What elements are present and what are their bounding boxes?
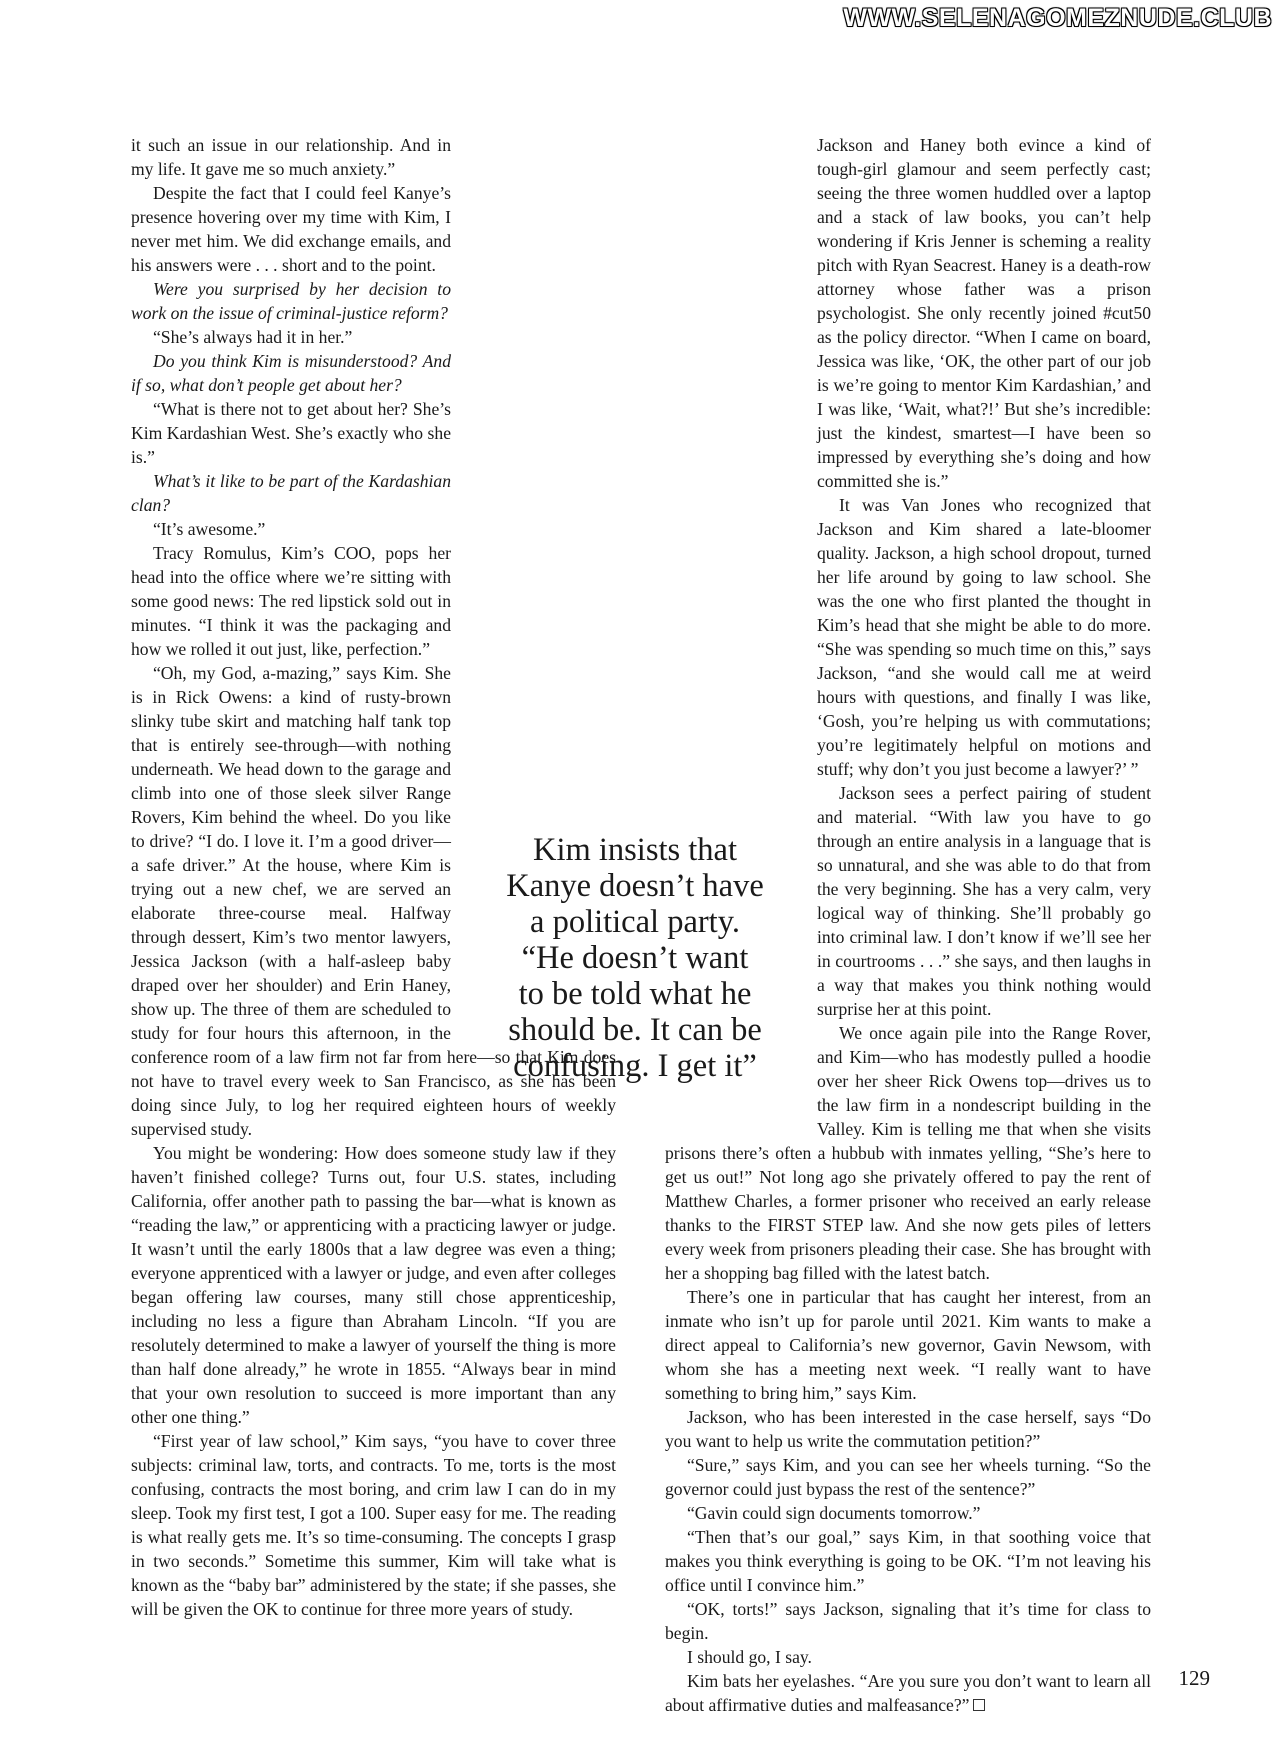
paragraph	[665, 1669, 1151, 1717]
paragraph: Jackson and Haney both evince a kind of tough-girl glamour and seem perfectly cast; seeing the three women huddled over a laptop and a stack of law books, you can’t help wondering if Kris Jenner is scheming a reality pitch with Ryan Seacrest. Haney is a death-row attorney whose father was a prison psychologist. She only recently joined #cut50 as the policy director. “When I came on board, Jessica was like, ‘OK, the other part of our job is we’re going to mentor Kim Kardashian,’ and I was like, ‘Wait, what?!’ But she’s incredible: just the kindest, smartest—I have been so impressed by everything she’s doing and how committed she is.”	[817, 135, 1151, 491]
page-number: 129	[1178, 1666, 1210, 1690]
paragraph: We once again pile into the Range Rover, and Kim—who has modestly pulled a hoodie over her sheer Rick Owens top—drives us to the law firm in a nondescript building in the Valley. Kim is telling me that when she visits prisons there’s often a hubbub with inmates yelling, “She’s here to get us out!” Not long ago she privately offered to pay the rent of Matthew Charles, a former prisoner who received an early release thanks to the FIRST STEP law. And she now gets piles of letters every week from prisoners pleading their case. She has brought with her a shopping bag filled with the latest batch.	[665, 1023, 1151, 1283]
pull-quote: Kim insists that Kanye doesn’t have a political party. “He doesn’t want to be told what he should be. It can be confusing. I get it”	[506, 832, 764, 1084]
paragraph: “Then that’s our goal,” says Kim, in that soothing voice that makes you think everything is going to be OK. “I’m not leaving his office until I convince him.”	[665, 1527, 1151, 1595]
end-mark-icon	[973, 1699, 985, 1711]
paragraph: Jackson sees a perfect pairing of student and material. “With law you have to go through an entire analysis in a language that is so unnatural, and she was able to do that from the very beginning. She has a very calm, very logical way of thinking. She’ll probably go into criminal law. I don’t know if we’ll see her in courtrooms . . .” she says, and then laughs in a way that makes you think nothing would surprise her at this point.	[817, 783, 1151, 1019]
paragraph: “Gavin could sign documents tomorrow.”	[687, 1503, 981, 1523]
paragraph: it such an issue in our relationship. And in my life. It gave me so much anxiety.”	[131, 135, 451, 179]
interview-question: Were you surprised by her decision to work on the issue of criminal-justice reform?	[131, 279, 451, 323]
paragraph: I should go, I say.	[687, 1647, 812, 1667]
interview-question: What’s it like to be part of the Kardashian clan?	[131, 471, 451, 515]
interview-answer: “She’s always had it in her.”	[153, 327, 353, 347]
paragraph: “First year of law school,” Kim says, “you have to cover three subjects: criminal law, torts, and contracts. To me, torts is the most confusing, contracts the most boring, and crim law I can do in my sleep. Took my first test, I got a 100. Super easy for me. The reading is what really gets me. It’s so time-consuming. The concepts I grasp in two seconds.” Sometime this summer, Kim will take what is known as the “baby bar” administered by the state; if she passes, she will be given the OK to continue for three more years of study.	[131, 1431, 616, 1619]
paragraph: “Oh, my God, a-mazing,” says Kim. She is in Rick Owens: a kind of rusty-brown slinky tube skirt and matching half tank top that is entirely see-through—with nothing underneath. We head down to the garage and climb into one of those sleek silver Range Rovers, Kim behind the wheel. Do you like to drive? “I do. I love it. I’m a good driver—a safe driver.” At the house, where Kim is trying out a new chef, we are served an elaborate three-course meal. Halfway through dessert, Kim’s two mentor lawyers, Jessica Jackson (with a half-asleep baby draped over her shoulder) and Erin Haney, show up. The three of them are scheduled to study for four hours this afternoon, in the conference room of a law firm not far from here—so that Kim does not have to travel every week to San Francisco, as she has been doing since July, to log her required eighteen hours of weekly supervised study.	[131, 663, 616, 1139]
paragraph: Jackson, who has been interested in the case herself, says “Do you want to help us write the commutation petition?”	[665, 1407, 1151, 1451]
paragraph: Despite the fact that I could feel Kanye’s presence hovering over my time with Kim, I never met him. We did exchange emails, and his answers were . . . short and to the point.	[131, 183, 451, 275]
interview-answer: “It’s awesome.”	[153, 519, 266, 539]
closing-line: Kim bats her eyelashes. “Are you sure you don’t want to learn all about affirmative duties and malfeasance?”	[665, 1671, 1151, 1715]
interview-answer: “What is there not to get about her? She’s Kim Kardashian West. She’s exactly who she is.”	[131, 399, 451, 467]
paragraph: Tracy Romulus, Kim’s COO, pops her head into the office where we’re sitting with some good news: The red lipstick sold out in minutes. “I think it was the packaging and how we rolled it out just, like, perfection.”	[131, 543, 451, 659]
watermark: WWW.SELENAGOMEZNUDE.CLUB	[843, 4, 1272, 32]
paragraph: “OK, torts!” says Jackson, signaling that it’s time for class to begin.	[665, 1599, 1151, 1643]
paragraph: You might be wondering: How does someone study law if they haven’t finished college? Turns out, four U.S. states, including California, offer another path to passing the bar—what is known as “reading the law,” or apprenticing with a practicing lawyer or judge. It wasn’t until the early 1800s that a law degree was even a thing; everyone apprenticed with a lawyer or judge, and even after colleges began offering law courses, many still chose apprenticeship, including no less a figure than Abraham Lincoln. “If you are resolutely determined to make a lawyer of yourself the thing is more than half done already,” he wrote in 1855. “Always bear in mind that your own resolution to succeed is more important than any other one thing.”	[131, 1143, 616, 1427]
paragraph: “Sure,” says Kim, and you can see her wheels turning. “So the governor could just bypass the rest of the sentence?”	[665, 1455, 1151, 1499]
paragraph: It was Van Jones who recognized that Jackson and Kim shared a late-bloomer quality. Jackson, a high school dropout, turned her life around by going to law school. She was the one who first planted the thought in Kim’s head that she might be able to do more. “She was spending so much time on this,” says Jackson, “and she would call me at weird hours with questions, and finally I was like, ‘Gosh, you’re helping us with commutations; you’re legitimately helpful on motions and stuff; why don’t you just become a lawyer?’ ”	[817, 495, 1151, 779]
paragraph: There’s one in particular that has caught her interest, from an inmate who isn’t up for parole until 2021. Kim wants to make a direct appeal to California’s new governor, Gavin Newsom, with whom she has a meeting next week. “I really want to have something to bring him,” says Kim.	[665, 1287, 1151, 1403]
interview-question: Do you think Kim is misunderstood? And if so, what don’t people get about her?	[131, 351, 451, 395]
